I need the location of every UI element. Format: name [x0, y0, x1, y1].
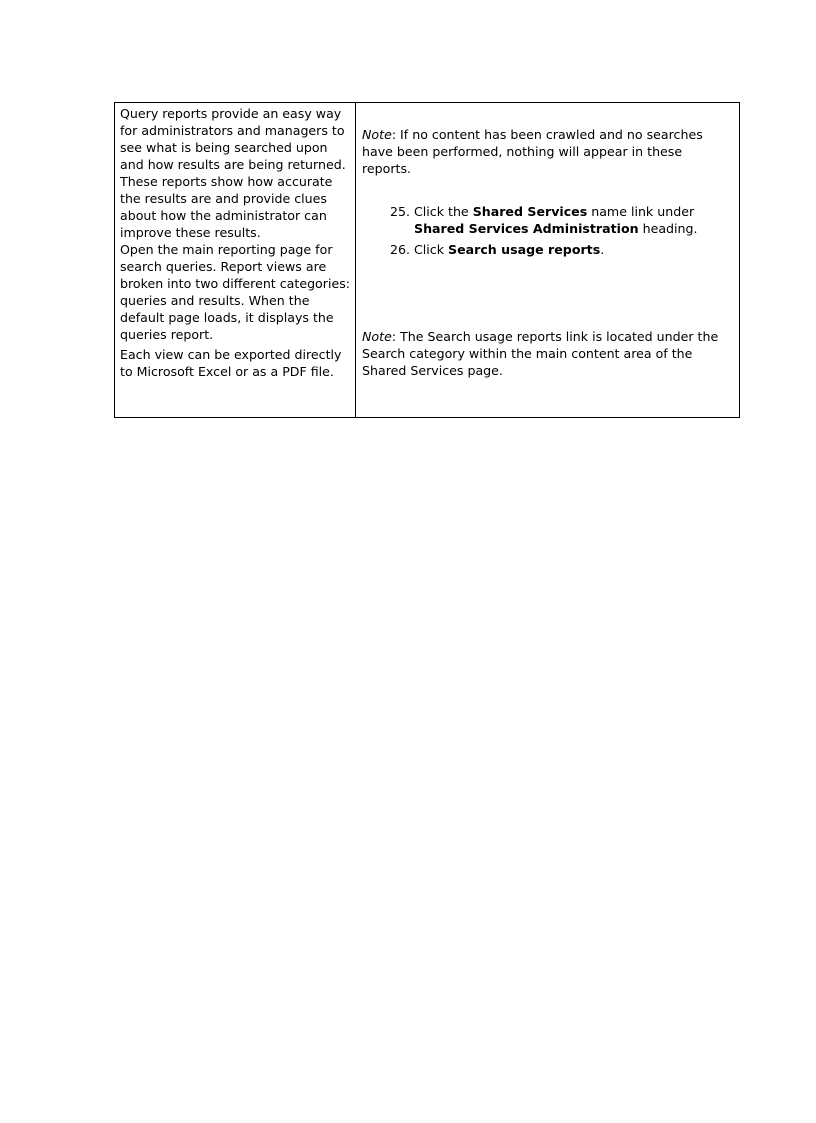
- note-text: : If no content has been crawled and no searches have been performed, nothing will appear in these reports.: [362, 127, 703, 176]
- steps-column: [356, 103, 739, 417]
- step-list: [362, 203, 731, 262]
- note-label: Note: [362, 329, 392, 344]
- step-text: [414, 241, 731, 258]
- step-text-part: .: [600, 242, 605, 257]
- description-column: [115, 103, 356, 417]
- step-item: [362, 241, 731, 258]
- step-text-part: name link under: [587, 204, 695, 219]
- step-item: [362, 203, 731, 237]
- ui-term: Shared Services: [472, 204, 588, 219]
- export-paragraph: Each view can be exported directly to Microsoft Excel or as a PDF file.: [120, 347, 342, 379]
- step-text: [414, 203, 731, 237]
- note-label: Note: [362, 127, 392, 142]
- step-text-part: Click: [414, 242, 449, 257]
- step-number: 25.: [389, 204, 410, 219]
- crawl-note: [362, 126, 731, 177]
- ui-term: Shared Services Administration: [414, 221, 639, 236]
- ui-term: Search usage reports: [448, 242, 601, 257]
- location-note: [362, 328, 731, 379]
- step-text-part: heading.: [638, 221, 698, 236]
- note-text: : The Search usage reports link is located under the Search category within the main content area of the Shared Services page.: [362, 329, 719, 378]
- overview-paragraph: Query reports provide an easy way for administrators and managers to see what is being searched upon and how results are being returned. These reports show how accurate the results are and provide clues about how the administrator can improve these results.: [120, 106, 346, 240]
- step-text-part: Click the: [414, 204, 473, 219]
- instruction-table: [114, 102, 740, 418]
- step-number: 26.: [389, 242, 410, 257]
- reporting-page-paragraph: Open the main reporting page for search queries. Report views are broken into two different categories: queries and results. When the default page loads, it displays the queries report.: [120, 242, 350, 342]
